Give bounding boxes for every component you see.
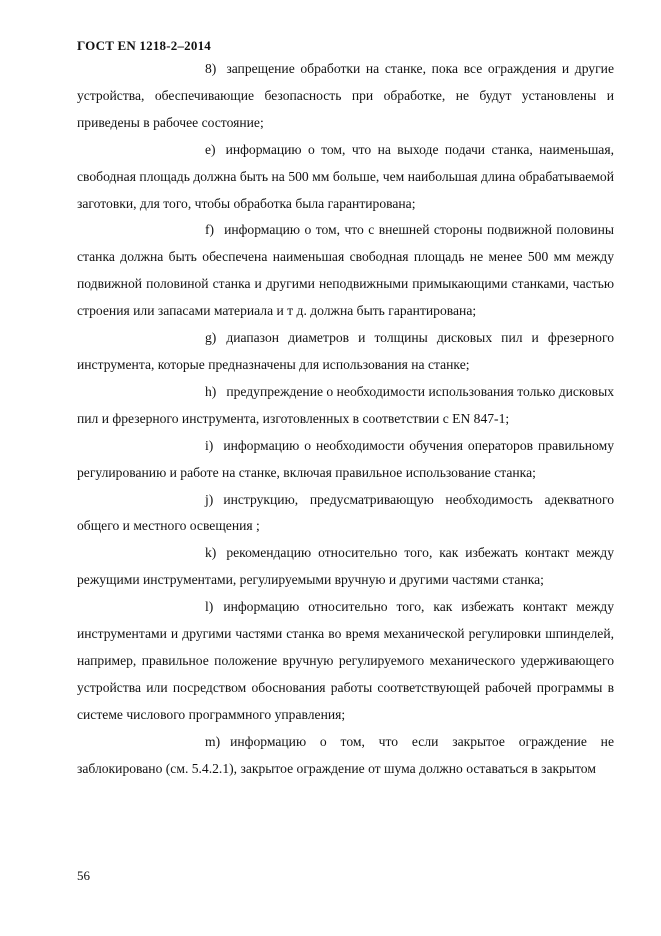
list-item-text: информацию о том, что если закрытое ограждение не заблокировано (см. 5.4.2.1), закрытое ограждение от шума должно оставаться в закрытом bbox=[77, 733, 614, 776]
list-item-g bbox=[77, 325, 614, 379]
list-item-text: информацию о том, что на выходе подачи станка, наименьшая, свободная площадь должна быть на 500 мм больше, чем наибольшая длина обрабатываемой заготовки, для того, чтобы обработка была гарантирована; bbox=[77, 141, 614, 211]
list-item-i bbox=[77, 433, 614, 487]
list-item-text: информацию о том, что с внешней стороны подвижной половины станка должна быть обеспечена наименьшая свободная площадь не менее 500 мм между подвижной половиной станка и другими неподвижными примыкающими станками, частью строения или запасами материала и т д. должна быть гарантирована; bbox=[77, 222, 614, 319]
list-marker: h) bbox=[205, 383, 217, 399]
list-marker: 8) bbox=[205, 61, 217, 76]
list-item-text: рекомендацию относительно того, как избежать контакт между режущими инструментами, регулируемыми вручную и другими частями станка; bbox=[77, 545, 614, 588]
list-item-text: диапазон диаметров и толщины дисковых пил и фрезерного инструмента, которые предназначены для использования на станке; bbox=[77, 330, 614, 372]
list-item-e bbox=[77, 137, 614, 218]
document-body bbox=[77, 56, 614, 782]
list-item-h bbox=[77, 379, 614, 433]
list-marker: e) bbox=[205, 141, 216, 157]
list-marker: l) bbox=[205, 599, 214, 615]
list-item-text: предупреждение о необходимости использования только дисковых пил и фрезерного инструмента, изготовленных в соответствии с EN 847-1; bbox=[77, 383, 614, 426]
list-item-l bbox=[77, 594, 614, 729]
list-marker: j) bbox=[205, 491, 214, 507]
list-item-text: информацию о необходимости обучения операторов правильному регулированию и работе на станке, включая правильное использование станка; bbox=[77, 437, 614, 480]
page-number: 56 bbox=[77, 868, 90, 883]
list-marker: k) bbox=[205, 545, 217, 561]
list-item-text: запрещение обработки на станке, пока все ограждения и другие устройства, обеспечивающие безопасность при обработке, не будут установлены и приведены в рабочее состояние; bbox=[77, 61, 614, 130]
list-item-8 bbox=[77, 56, 614, 137]
list-item-j bbox=[77, 487, 614, 541]
list-item-text: инструкцию, предусматривающую необходимость адекватного общего и местного освещения ; bbox=[77, 491, 614, 534]
document-header: ГОСТ EN 1218-2–2014 bbox=[77, 38, 211, 53]
list-marker: g) bbox=[205, 330, 217, 346]
list-item-text: информацию относительно того, как избежать контакт между инструментами и другими частями станка во время механической регулировки шпинделей, например, правильное положение вручную регулируемого механического удерживающего устройства или посредством обоснования работы соответствующей рабочей программы в системе числового программного управления; bbox=[77, 599, 614, 722]
list-marker: i) bbox=[205, 437, 214, 453]
list-item-m bbox=[77, 729, 614, 783]
list-item-f bbox=[77, 217, 614, 325]
list-marker: f) bbox=[205, 222, 215, 238]
list-item-k bbox=[77, 540, 614, 594]
list-marker: m) bbox=[205, 733, 221, 749]
